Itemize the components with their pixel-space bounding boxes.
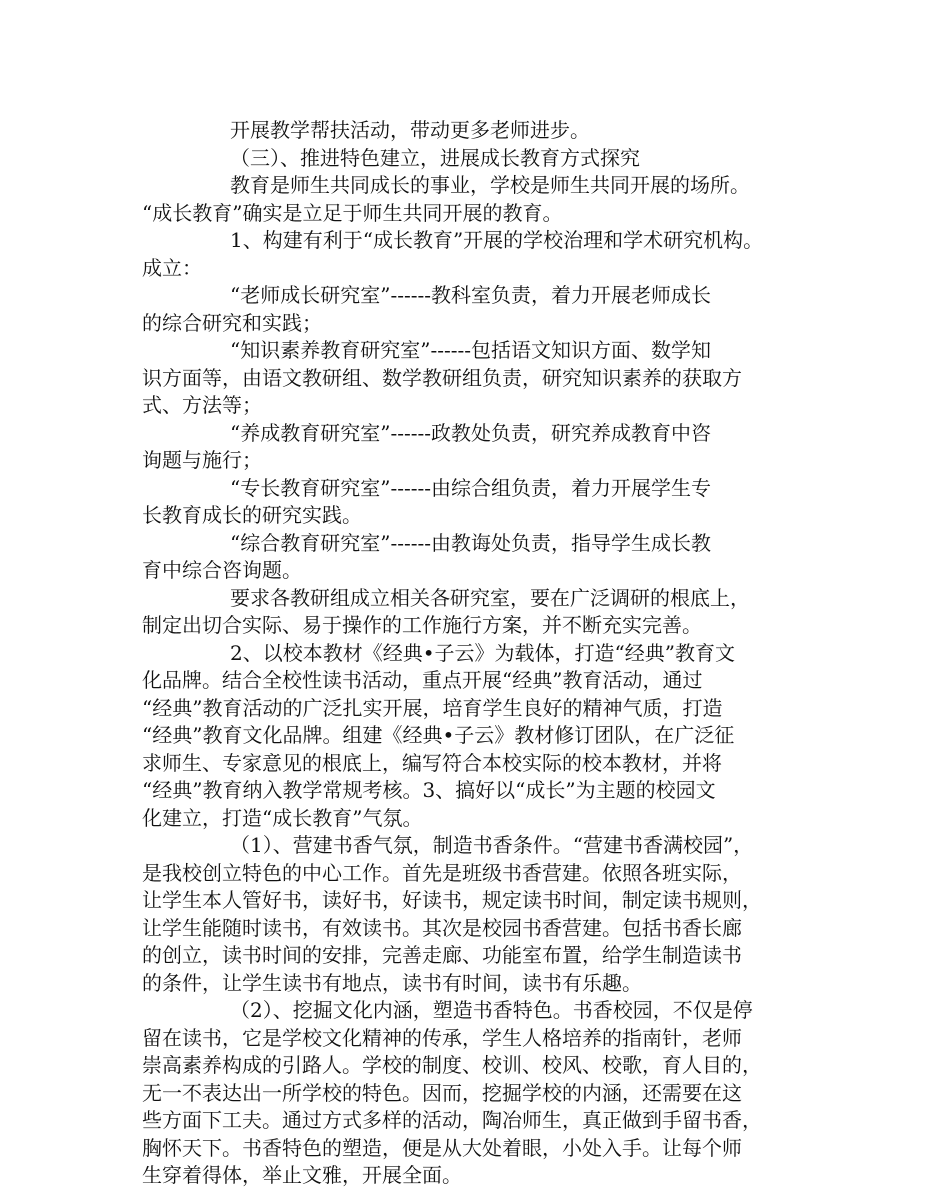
text-line: 化建立，打造“成长教育”气氛。: [142, 805, 423, 830]
text-line: “专长教育研究室”------由综合组负责，着力开展学生专: [230, 475, 711, 500]
text-line: 成立：: [142, 255, 202, 280]
text-line: 让学生能随时读书，有效读书。其次是校园书香营建。包括书香长廊: [142, 915, 742, 940]
text-line: 式、方法等；: [142, 393, 262, 417]
text-line: 1、构建有利于“成长教育”开展的学校治理和学术研究机构。: [230, 228, 764, 252]
text-line: “经典”教育纳入教学常规考核。3、搞好以“成长”为主题的校园文: [142, 778, 716, 802]
text-line: 要求各教研组成立相关各研究室，要在广泛调研的根底上，: [230, 585, 750, 610]
text-line: “知识素养教育研究室”------包括语文知识方面、数学知: [230, 338, 711, 362]
text-line: “经典”教育活动的广泛扎实开展，培育学生良好的精神气质，打造: [142, 695, 723, 720]
text-line: “老师成长研究室”------教科室负责，着力开展老师成长: [230, 283, 711, 307]
text-line: “综合教育研究室”------由教诲处负责，指导学生成长教: [230, 530, 711, 555]
text-line: 询题与施行；: [142, 448, 262, 472]
text-line: 的创立，读书时间的安排，完善走廊、功能室布置，给学生制造读书: [142, 943, 742, 967]
text-line: 让学生本人管好书，读好书，好读书，规定读书时间，制定读书规则，: [142, 888, 762, 912]
text-line: 长教育成长的研究实践。: [142, 503, 362, 527]
text-line: 些方面下工夫。通过方式多样的活动，陶冶师生，真正做到手留书香，: [142, 1108, 762, 1132]
text-line: （2）、挖掘文化内涵，塑造书香特色。书香校园，不仅是停: [230, 998, 753, 1022]
text-line: 识方面等，由语文教研组、数学教研组负责，研究知识素养的获取方: [142, 365, 742, 390]
text-line: 无一不表达出一所学校的特色。因而，挖掘学校的内涵，还需要在这: [142, 1080, 742, 1105]
text-line: 教育是师生共同成长的事业，学校是师生共同开展的场所。: [230, 173, 750, 197]
text-line: 的条件，让学生读书有地点，读书有时间，读书有乐趣。: [142, 970, 642, 995]
text-line: （三）、推进特色建立，进展成长教育方式探究: [230, 145, 640, 170]
text-line: 开展教学帮扶活动，带动更多老师进步。: [230, 118, 590, 142]
text-line: “养成教育研究室”------政教处负责，研究养成教育中咨: [230, 420, 711, 445]
text-line: 崇高素养构成的引路人。学校的制度、校训、校风、校歌，育人目的，: [142, 1053, 762, 1077]
text-line: 求师生、专家意见的根底上，编写符合本校实际的校本教材，并将: [142, 750, 722, 775]
text-line: 生穿着得体，举止文雅，开展全面。: [142, 1163, 462, 1187]
text-line: （1）、营建书香气氛，制造书香条件。“营建书香满校园”，: [230, 833, 754, 857]
document-body: [142, 117, 822, 1190]
text-line: 制定出切合实际、易于操作的工作施行方案，并不断充实完善。: [142, 613, 702, 637]
text-line: “经典”教育文化品牌。组建《经典•子云》教材修订团队，在广泛征: [142, 723, 735, 747]
text-line: 的综合研究和实践；: [142, 310, 322, 335]
text-line: 胸怀天下。书香特色的塑造，便是从大处着眼，小处入手。让每个师: [142, 1135, 742, 1160]
text-line: 育中综合咨询题。: [142, 558, 302, 582]
text-line: 2、以校本教材《经典•子云》为载体，打造“经典”教育文: [230, 640, 735, 665]
text-line: “成长教育”确实是立足于师生共同开展的教育。: [142, 200, 563, 225]
text-line: 化品牌。结合全校性读书活动，重点开展“经典”教育活动，通过: [142, 668, 703, 692]
text-line: 留在读书，它是学校文化精神的传承，学生人格培养的指南针，老师: [142, 1025, 742, 1050]
text-line: 是我校创立特色的中心工作。首先是班级书香营建。依照各班实际，: [142, 860, 742, 885]
